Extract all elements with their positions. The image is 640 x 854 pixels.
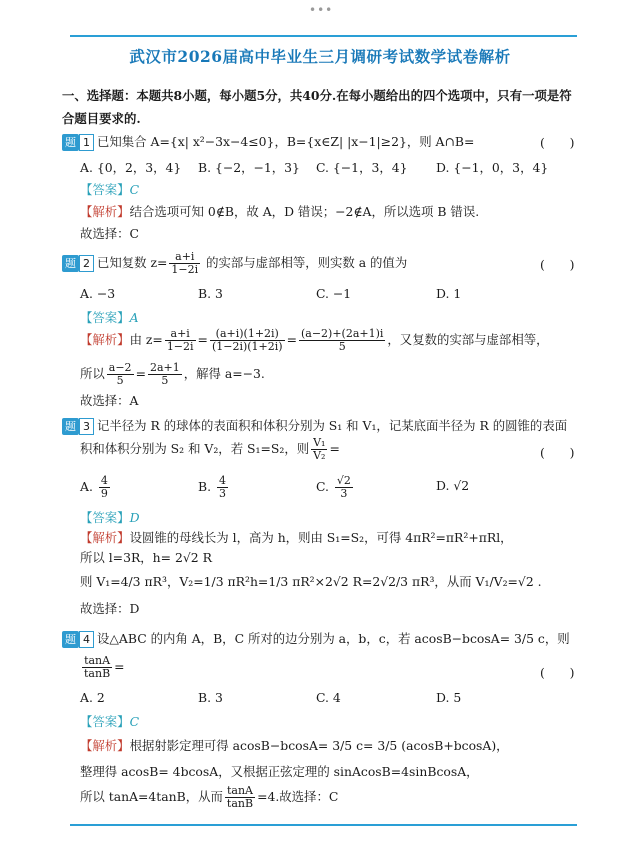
q2-analysis-line2: 所以 $\frac{a-2}{5}$ = $\frac{2a+1}{5}$ ，解得 a=−3. [80,361,265,387]
q4-option-b: B. 3 [198,690,223,705]
q4-answer: 【答案】C [80,714,140,729]
q1-option-c: C. {−1，3，4} [316,160,408,175]
question-tag: 题 [62,134,79,151]
q3-option-b: B. $\frac{4}{3}$ [198,474,226,500]
top-divider [70,35,577,37]
q2-conclusion: 故选择：A [80,393,139,408]
answer-blank: ( ) [540,257,575,272]
q1-option-d: D. {−1，0，3，4} [436,160,549,175]
answer-blank: ( ) [540,665,575,680]
question-3-stem-line2: 积和体积分别为 S₂ 和 V₂，若 S₁=S₂，则 $\frac{\text{V₁}}{\text{V₂}}$ = [80,436,340,462]
question-1-stem: 题 1 已知集合 A={x| x²−3x−4≤0}，B={x∈Z| |x−1|≥2}，则 A∩B= [62,132,474,152]
bottom-divider [70,824,577,826]
question-number: 1 [79,134,94,151]
q4-analysis-line3: 所以 tanA=4tanB，从而 $\frac{\tan A}{\tan B}$ =4.故选择：C [80,784,339,810]
q4-option-d: D. 5 [436,690,462,705]
answer-blank: ( ) [540,445,575,460]
q3-option-c: C. $\frac{√2}{3}$ [316,474,351,500]
q1-answer: 【答案】C [80,182,140,197]
q1-analysis: 【解析】结合选项可知 0∉B，故 A，D 错误；−2∉A，所以选项 B 错误. [80,204,480,219]
question-4-stem-line2: $\frac{\tan A}{\tan B}$ = [84,654,125,680]
q1-conclusion: 故选择：C [80,226,140,241]
q2-option-b: B. 3 [198,286,223,301]
q3-analysis-line2: 所以 l=3R，h= 2√2 R [80,550,212,565]
more-menu-icon[interactable]: ••• [309,3,334,17]
q3-analysis-line1: 【解析】设圆锥的母线长为 l，高为 h，则由 S₁=S₂，可得 4πR²=πR²+πRl， [80,530,513,545]
q2-option-d: D. 1 [436,286,462,301]
question-3-stem-line1: 题 3 记半径为 R 的球体的表面积和体积分别为 S₁ 和 V₁，记某底面半径为 R 的圆锥的表面 [62,416,567,436]
q3-option-d: D. √2 [436,478,470,493]
q4-option-c: C. 4 [316,690,341,705]
section-heading: 一、选择题：本题共8小题，每小题5分，共40分.在每小题给出的四个选项中，只有一项是符合题目要求的. [62,88,572,126]
page-title: 武汉市2026届高中毕业生三月调研考试数学试卷解析 [129,47,511,66]
q2-analysis-line1: 【解析】由 z= $\frac{a+i}{1-2i}$ = $\frac{(a+i)(1+2i)}{(1-2i)(1+2i)}$ = $\frac{(a-2)+(2a+1)i}{5}$ ，又复数的实部与虚部相等， [80,327,549,353]
q3-analysis-line3: 则 V₁=4/3 πR³，V₂=1/3 πR²h=1/3 πR²×2√2 R=2√2/3 πR³，从而 V₁/V₂=√2 . [80,574,542,589]
q2-answer: 【答案】A [80,310,139,325]
q4-analysis-line2: 整理得 acosB= 4bcosA，又根据正弦定理的 sinAcosB=4sinBcosA， [80,764,479,779]
q2-option-a: A. −3 [80,286,116,301]
q1-option-a: A. {0，2，3，4} [80,160,182,175]
question-2-stem: 题 2 已知复数 z= $\frac{a+i}{1-2i}$ 的实部与虚部相等，则实数 a 的值为 [62,251,407,276]
q1-option-b: B. {−2，−1，3} [198,160,300,175]
q3-answer: 【答案】D [80,510,140,525]
q4-analysis-line1: 【解析】根据射影定理可得 acosB−bcosA= 3/5 c= 3/5 (acosB+bcosA)， [80,738,509,753]
q4-option-a: A. 2 [80,690,105,705]
question-4-stem-line1: 题 4 设△ABC 的内角 A，B，C 所对的边分别为 a，b，c，若 acosB−bcosA= 3/5 c，则 [62,629,570,649]
q3-option-a: A. $\frac{4}{9}$ [80,474,108,500]
q3-conclusion: 故选择：D [80,601,140,616]
q2-option-c: C. −1 [316,286,352,301]
answer-blank: ( ) [540,135,575,150]
